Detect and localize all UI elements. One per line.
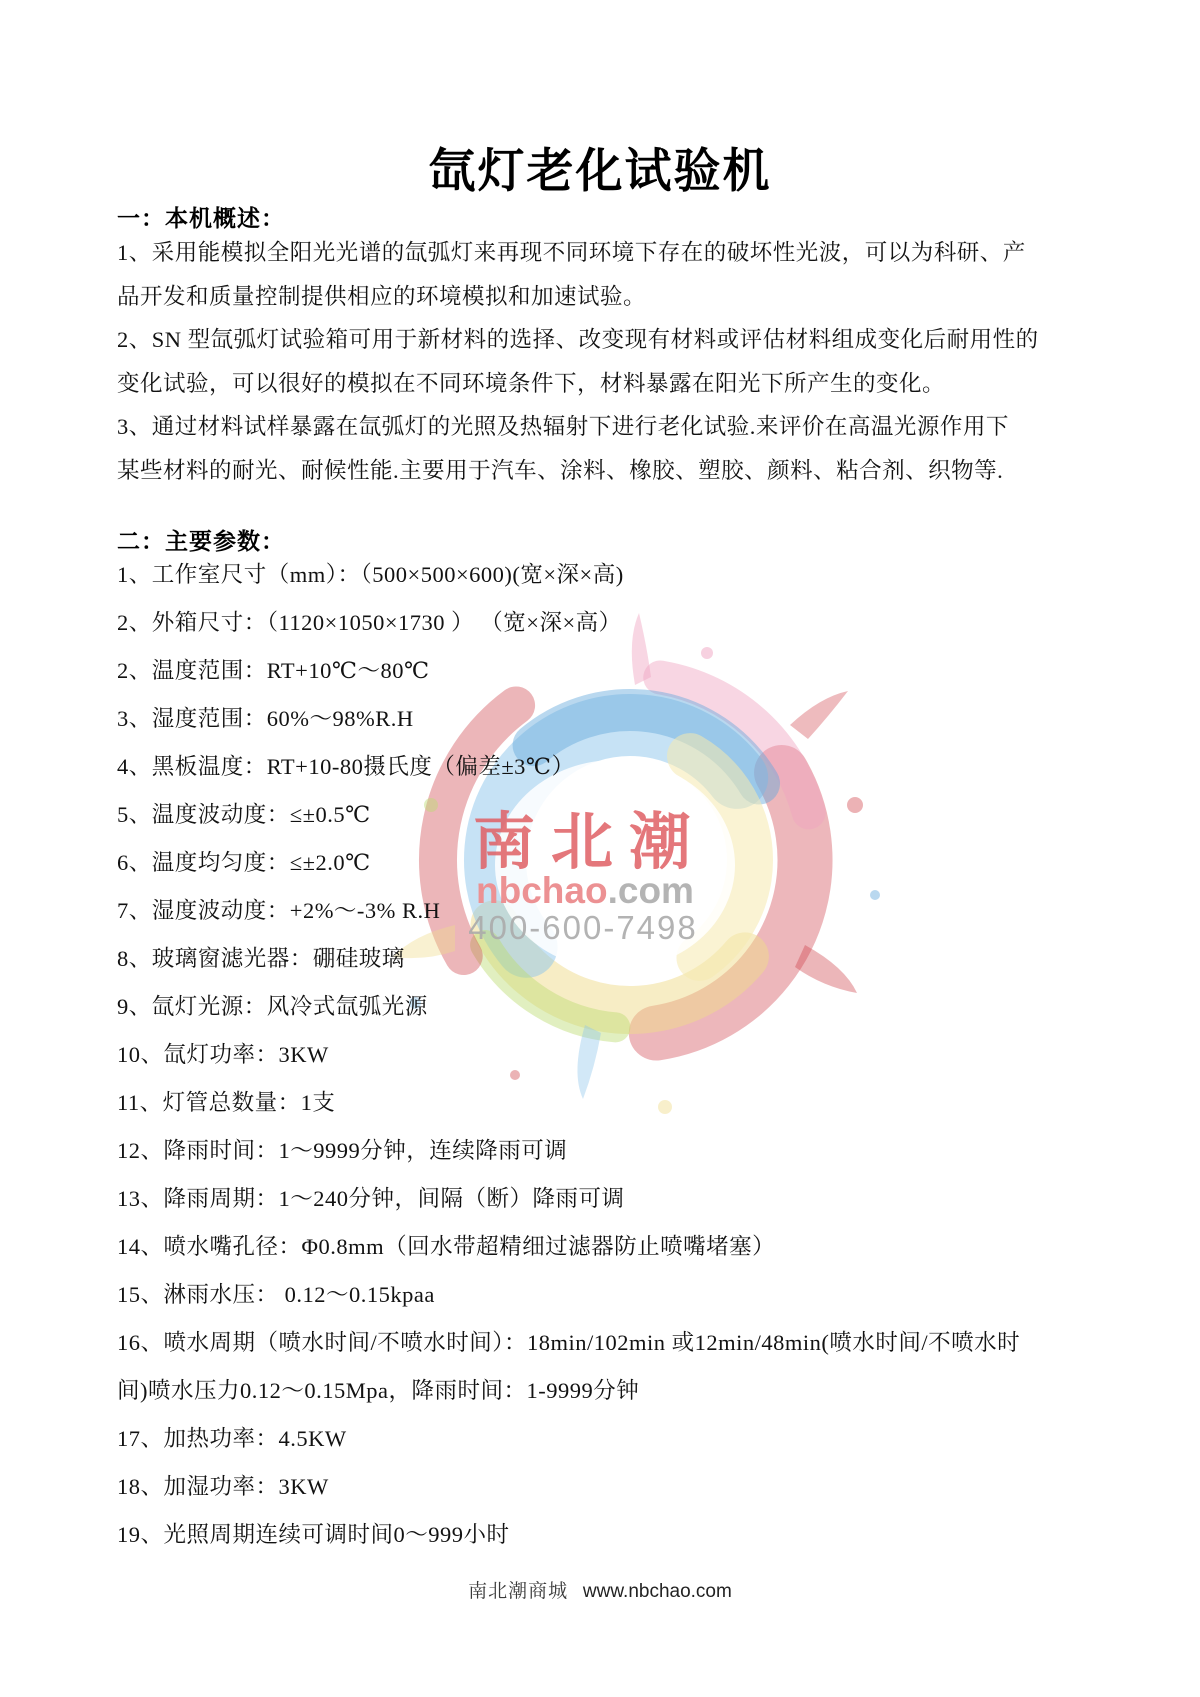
watermark-domain-gray: .com [607,870,694,911]
overview-paragraphs [117,231,1092,492]
parameter-item: 18、加湿功率：3KW [117,1474,329,1499]
parameter-item: 9、氙灯光源：风冷式氙弧光源 [117,994,428,1019]
overview-line: 1、采用能模拟全阳光光谱的氙弧灯来再现不同环境下存在的破坏性光波，可以为科研、产 [117,240,1026,265]
parameter-item: 19、光照周期连续可调时间0～999小时 [117,1522,510,1547]
parameter-item: 11、灯管总数量：1支 [117,1090,336,1115]
parameter-item: 4、黑板温度：RT+10-80摄氏度（偏差±3℃） [117,754,575,779]
parameter-item: 10、氙灯功率：3KW [117,1042,329,1067]
watermark-brand-text: 南北潮 [472,809,708,877]
page-title: 氙灯老化试验机 [428,146,772,198]
section-heading-parameters: 二：主要参数： [117,529,285,554]
parameter-item: 16、喷水周期（喷水时间/不喷水时间）：18min/102min 或12min/48min(喷水时间/不喷水时 [117,1330,1021,1355]
parameter-item: 2、外箱尺寸：（1120×1050×1730 ） （宽×深×高） [117,610,622,635]
footer-site-url: www.nbchao.com [582,1581,732,1602]
overview-line: 某些材料的耐光、耐候性能.主要用于汽车、涂料、橡胶、塑胶、颜料、粘合剂、织物等. [117,457,1004,483]
overview-line: 品开发和质量控制提供相应的环境模拟和加速试验。 [117,283,647,309]
overview-line: 变化试验，可以很好的模拟在不同环境条件下，材料暴露在阳光下所产生的变化。 [117,370,946,396]
parameter-list [117,551,1102,1559]
parameter-item: 17、加热功率：4.5KW [117,1426,347,1451]
parameter-item: 3、湿度范围：60%～98%R.H [117,706,414,731]
parameter-item: 15、淋雨水压： 0.12～0.15kpaa [117,1282,435,1307]
section-heading-overview: 一：本机概述： [117,206,285,231]
parameter-item: 1、工作室尺寸（mm）：（500×500×600)(宽×深×高) [117,562,624,587]
parameter-item: 12、降雨时间：1～9999分钟，连续降雨可调 [117,1138,568,1163]
footer-store-name: 南北潮商城 [468,1581,569,1602]
footer [0,1576,1200,1603]
watermark-phone-text: 400-600-7498 [468,909,698,946]
parameter-item: 间)喷水压力0.12～0.15Mpa，降雨时间：1-9999分钟 [117,1378,640,1403]
parameter-item: 13、降雨周期：1～240分钟，间隔（断）降雨可调 [117,1186,625,1211]
overview-line: 3、通过材料试样暴露在氙弧灯的光照及热辐射下进行老化试验.来评价在高温光源作用下 [117,414,1009,439]
parameter-item: 7、湿度波动度：+2%～-3% R.H [117,898,441,923]
overview-line: 2、SN 型氙弧灯试验箱可用于新材料的选择、改变现有材料或评估材料组成变化后耐用性的 [117,327,1039,352]
parameter-item: 6、温度均匀度：≤±2.0℃ [117,850,371,875]
parameter-item: 2、温度范围：RT+10℃～80℃ [117,658,430,683]
watermark-domain-red: nbchao [476,870,608,911]
parameter-item: 8、玻璃窗滤光器：硼硅玻璃 [117,946,405,971]
parameter-item: 5、温度波动度：≤±0.5℃ [117,802,371,827]
parameter-item: 14、喷水嘴孔径：Φ0.8mm（回水带超精细过滤器防止喷嘴堵塞） [117,1234,776,1259]
